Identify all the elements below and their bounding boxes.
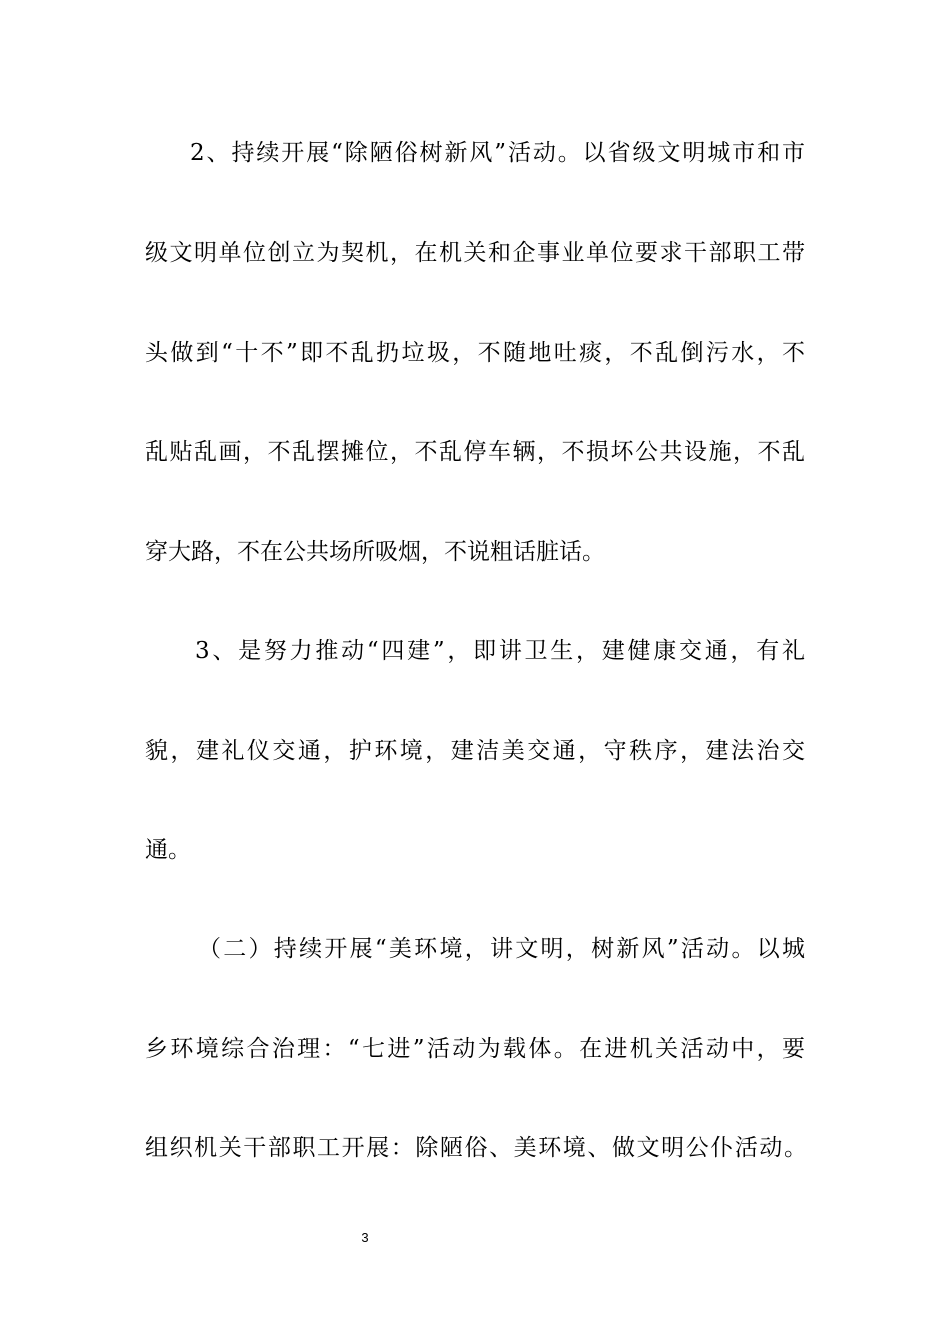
text-line: 穿大路，不在公共场所吸烟，不说粗话脏话。 — [145, 539, 605, 565]
text-line: 组织机关干部职工开展：除陋俗、美环境、做文明公仆活动。 — [145, 1135, 807, 1161]
text-line: 2、持续开展“除陋俗树新风”活动。以省级文明城市和市 — [190, 140, 805, 166]
page-number: 3 — [361, 1230, 369, 1245]
text-line: （二）持续开展“美环境，讲文明，树新风”活动。以城 — [198, 936, 805, 962]
text-line: 级文明单位创立为契机，在机关和企事业单位要求干部职工带 — [145, 240, 805, 266]
text-line: 乡环境综合治理：“七进”活动为载体。在进机关活动中，要 — [145, 1036, 805, 1062]
text-line: 貌，建礼仪交通，护环境，建洁美交通，守秩序，建法治交 — [145, 738, 805, 764]
text-line: 3、是努力推动“四建”，即讲卫生，建健康交通，有礼 — [195, 638, 805, 664]
text-line: 乱贴乱画，不乱摆摊位，不乱停车辆，不损坏公共设施，不乱 — [145, 439, 805, 465]
text-line: 通。 — [145, 837, 191, 863]
text-line: 头做到“十不”即不乱扔垃圾，不随地吐痰，不乱倒污水，不 — [145, 340, 805, 366]
